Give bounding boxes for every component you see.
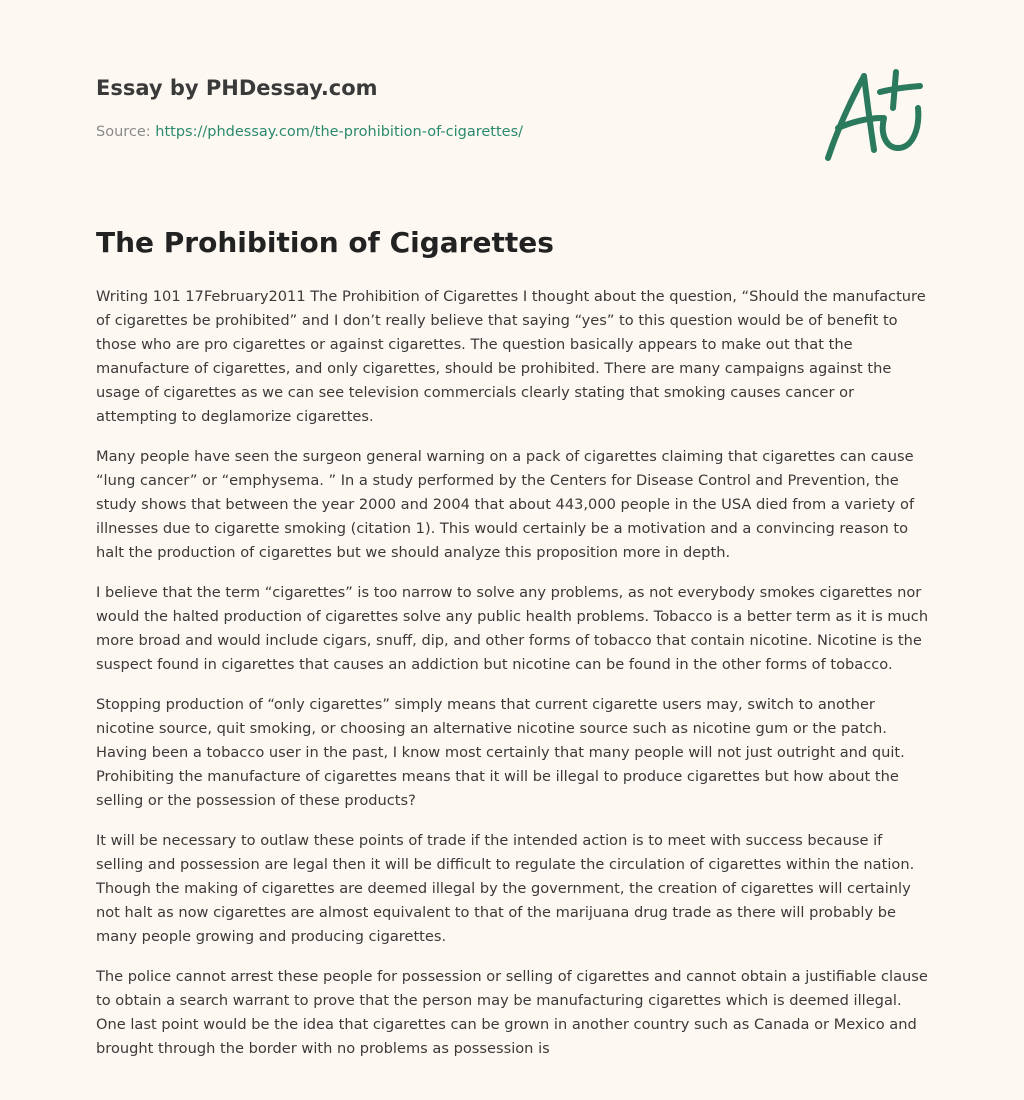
a-plus-grade-icon: [820, 66, 930, 166]
essay-body: [96, 285, 932, 1077]
source-link[interactable]: https://phdessay.com/the-prohibition-of-cigarettes/: [155, 124, 524, 140]
essay-paragraph: It will be necessary to outlaw these points of trade if the intended action is to meet with success because if selling and possession are legal then it will be difficult to regulate the circulation of cigarettes within the nation. Though the making of cigarettes are deemed illegal by the government, the creation of cigarettes will certainly not halt as now cigarettes are almost equivalent to that of the marijuana drug trade as there will probably be many people growing and producing cigarettes.: [96, 832, 915, 945]
source-label: Source:: [96, 124, 156, 140]
essay-paragraph: The police cannot arrest these people for possession or selling of cigarettes and cannot obtain a justifiable clause to obtain a search warrant to prove that the person may be manufacturing cigarettes which is deemed illegal. One last point would be the idea that cigarettes can be grown in another country such as Canada or Mexico and brought through the border with no problems as possession is: [96, 968, 928, 1057]
essay-paragraph: I believe that the term “cigarettes” is too narrow to solve any problems, as not everybody smokes cigarettes nor would the halted production of cigarettes solve any public health problems. Tobacco is a better term as it is much more broad and would include cigars, snuff, dip, and other forms of tobacco that contain nicotine. Nicotine is the suspect found in cigarettes that causes an addiction but nicotine can be found in the other forms of tobacco.: [96, 584, 929, 673]
essay-paragraph: Writing 101 17February2011 The Prohibition of Cigarettes I thought about the question, “Should the manufacture of cigarettes be prohibited” and I don’t really believe that saying “yes” to this question would be of benefit to those who are pro cigarettes or against cigarettes. The question basically appears to make out that the manufacture of cigarettes, and only cigarettes, should be prohibited. There are many campaigns against the usage of cigarettes as we can see television commercials clearly stating that smoking causes cancer or attempting to deglamorize cigarettes.: [96, 288, 926, 425]
essay-paragraph: Stopping production of “only cigarettes” simply means that current cigarette users may, switch to another nicotine source, quit smoking, or choosing an alternative nicotine source such as nicotine gum or the patch. Having been a tobacco user in the past, I know most certainly that many people will not just outright and quit. Prohibiting the manufacture of cigarettes means that it will be illegal to produce cigarettes but how about the selling or the possession of these products?: [96, 696, 905, 809]
source-line: [96, 124, 523, 140]
essay-title: The Prohibition of Cigarettes: [96, 226, 554, 259]
site-brand: Essay by PHDessay.com: [96, 76, 378, 100]
essay-paragraph: Many people have seen the surgeon general warning on a pack of cigarettes claiming that cigarettes can cause “lung cancer” or “emphysema. ” In a study performed by the Centers for Disease Control and Prevention, the study shows that between the year 2000 and 2004 that about 443,000 people in the USA died from a variety of illnesses due to cigarette smoking (citation 1). This would certainly be a motivation and a convincing reason to halt the production of cigarettes but we should analyze this proposition more in depth.: [96, 448, 915, 561]
